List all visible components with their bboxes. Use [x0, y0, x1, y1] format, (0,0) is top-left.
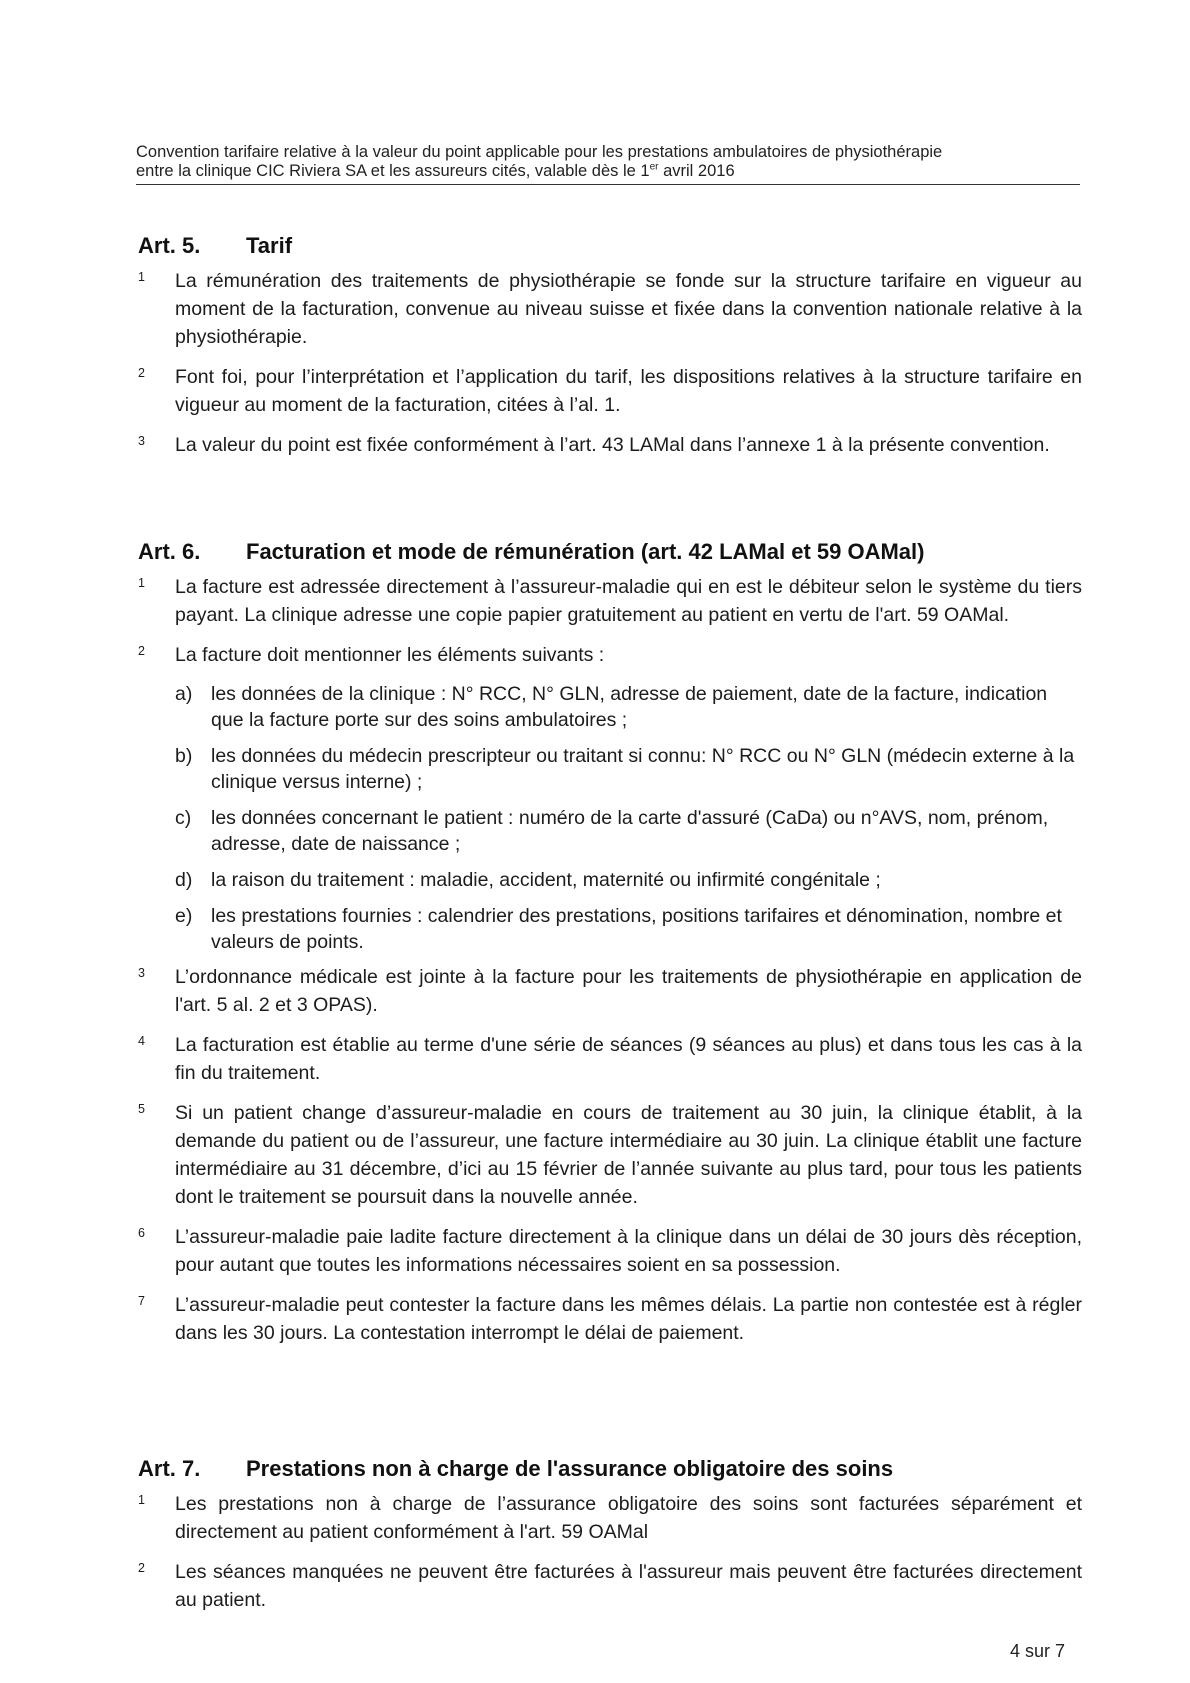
- list-item-text: la raison du traitement : maladie, accident, maternité ou infirmité congénitale ;: [211, 869, 881, 891]
- paragraph-number: 1: [138, 270, 145, 284]
- list-item-letter: d): [175, 869, 193, 891]
- article-7-paragraph-2: [138, 1558, 1082, 1614]
- article-7-heading: [138, 1456, 1082, 1482]
- paragraph-text: La valeur du point est fixée conformément à l’art. 43 LAMal dans l’annexe 1 à la présente convention.: [175, 434, 1050, 456]
- paragraph-text: La facture doit mentionner les éléments suivants :: [175, 644, 605, 666]
- list-item-b: [138, 743, 1082, 795]
- article-5-number: Art. 5.: [138, 233, 201, 258]
- article-7-title: Prestations non à charge de l'assurance obligatoire des soins: [246, 1456, 894, 1481]
- paragraph-number: 3: [138, 434, 145, 448]
- header-line-2-text: entre la clinique CIC Riviera SA et les assureurs cités, valable dès le 1: [136, 162, 650, 180]
- paragraph-number: 6: [138, 1226, 145, 1240]
- list-item-e: [138, 903, 1082, 955]
- paragraph-number: 5: [138, 1102, 145, 1116]
- list-item-a: [138, 681, 1082, 733]
- list-item-c: [138, 805, 1082, 857]
- list-item-letter: b): [175, 745, 193, 767]
- paragraph-text: La facturation est établie au terme d'une série de séances (9 séances au plus) et dans tous les cas à la fin du traitement.: [175, 1034, 1082, 1084]
- paragraph-number: 1: [138, 576, 145, 590]
- article-5: [138, 233, 1082, 459]
- paragraph-number: 3: [138, 966, 145, 980]
- header-superscript: er: [649, 161, 659, 173]
- article-6-paragraph-5: [138, 1099, 1082, 1211]
- header-line-2-end: avril 2016: [658, 162, 735, 180]
- paragraph-number: 2: [138, 366, 145, 380]
- article-6-paragraph-3: [138, 963, 1082, 1019]
- list-item-text: les prestations fournies : calendrier des prestations, positions tarifaires et dénomination, nombre et valeurs de points.: [211, 905, 1062, 953]
- article-5-heading: [138, 233, 1082, 259]
- article-6-paragraph-7: [138, 1291, 1082, 1347]
- article-5-paragraph-1: [138, 267, 1082, 351]
- article-5-paragraph-3: [138, 431, 1082, 459]
- article-5-title: Tarif: [246, 233, 293, 258]
- page-number: 4 sur 7: [1010, 1641, 1066, 1661]
- article-6-heading: [138, 539, 1082, 565]
- article-7-paragraph-1: [138, 1490, 1082, 1546]
- paragraph-text: L’assureur-maladie paie ladite facture directement à la clinique dans un délai de 30 jours dès réception, pour autant que toutes les informations nécessaires soient en sa possession.: [175, 1226, 1082, 1276]
- paragraph-text: L’ordonnance médicale est jointe à la facture pour les traitements de physiothérapie en application de l'art. 5 al. 2 et 3 OPAS).: [175, 966, 1082, 1016]
- paragraph-text: Les séances manquées ne peuvent être facturées à l'assureur mais peuvent être facturées directement au patient.: [175, 1561, 1082, 1611]
- paragraph-number: 1: [138, 1493, 145, 1507]
- paragraph-text: La rémunération des traitements de physiothérapie se fonde sur la structure tarifaire en vigueur au moment de la facturation, convenue au niveau suisse et fixée dans la convention nationale relative à la physiothérapie.: [175, 270, 1082, 348]
- list-item-letter: a): [175, 683, 193, 705]
- list-item-text: les données du médecin prescripteur ou traitant si connu: N° RCC ou N° GLN (médecin externe à la clinique versus interne) ;: [211, 745, 1075, 793]
- list-item-letter: e): [175, 905, 193, 927]
- paragraph-text: Si un patient change d’assureur-maladie en cours de traitement au 30 juin, la clinique établit, à la demande du patient ou de l’assureur, une facture intermédiaire au 30 juin. La clinique établit une facture intermédiaire au 31 décembre, d’ici au 15 février de l’année suivante au plus tard, pour tous les patients dont le traitement se poursuit dans la nouvelle année.: [175, 1102, 1082, 1208]
- paragraph-number: 2: [138, 1561, 145, 1575]
- article-6-number: Art. 6.: [138, 539, 201, 564]
- article-7-number: Art. 7.: [138, 1456, 201, 1481]
- article-5-paragraph-2: [138, 363, 1082, 419]
- paragraph-number: 7: [138, 1294, 145, 1308]
- list-item-text: les données de la clinique : N° RCC, N° GLN, adresse de paiement, date de la facture, indication que la facture porte sur des soins ambulatoires ;: [211, 683, 1048, 731]
- article-6: [138, 539, 1082, 1347]
- list-item-d: [138, 867, 1082, 893]
- article-7: [138, 1456, 1082, 1614]
- paragraph-number: 4: [138, 1034, 145, 1048]
- article-6-paragraph-4: [138, 1031, 1082, 1087]
- paragraph-text: L’assureur-maladie peut contester la facture dans les mêmes délais. La partie non contestée est à régler dans les 30 jours. La contestation interrompt le délai de paiement.: [175, 1294, 1082, 1344]
- header-line-1: Convention tarifaire relative à la valeur du point applicable pour les prestations ambulatoires de physiothérapie: [136, 143, 943, 161]
- header-line-2: [136, 162, 1080, 181]
- paragraph-number: 2: [138, 644, 145, 658]
- document-header: [136, 143, 1080, 185]
- article-6-paragraph-2: [138, 641, 1082, 669]
- article-6-paragraph-1: [138, 573, 1082, 629]
- paragraph-text: La facture est adressée directement à l’assureur-maladie qui en est le débiteur selon le système du tiers payant. La clinique adresse une copie papier gratuitement au patient en vertu de l'art. 59 OAMal.: [175, 576, 1082, 626]
- paragraph-text: Les prestations non à charge de l’assurance obligatoire des soins sont facturées séparément et directement au patient conformément à l'art. 59 OAMal: [175, 1493, 1082, 1543]
- list-item-text: les données concernant le patient : numéro de la carte d'assuré (CaDa) ou n°AVS, nom, prénom, adresse, date de naissance ;: [211, 807, 1049, 855]
- article-6-title: Facturation et mode de rémunération (art. 42 LAMal et 59 OAMal): [246, 539, 925, 564]
- paragraph-text: Font foi, pour l’interprétation et l’application du tarif, les dispositions relatives à la structure tarifaire en vigueur au moment de la facturation, citées à l’al. 1.: [175, 366, 1082, 416]
- article-6-paragraph-6: [138, 1223, 1082, 1279]
- list-item-letter: c): [175, 807, 192, 829]
